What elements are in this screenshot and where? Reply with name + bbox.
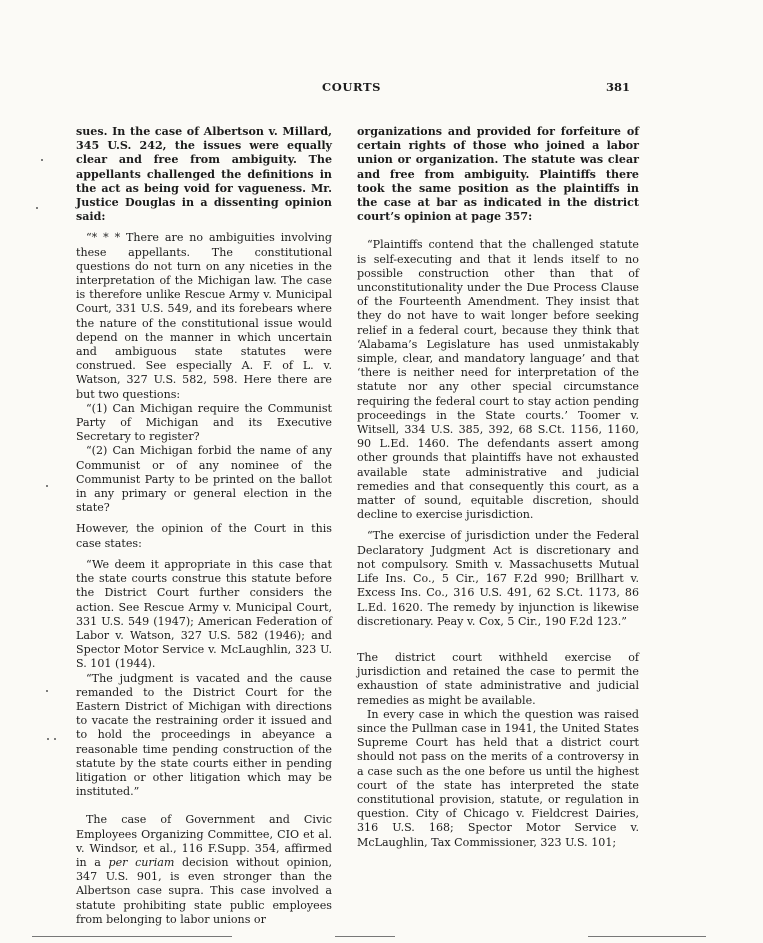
block-quote: “The exercise of jurisdiction under the Federal Declaratory Judgment Act is discretionary and not compulsory. Smith v. Massachusetts Mutual Life Ins. Co., 5 Cir., 167 F.2d 990; Brillhart v. Excess Ins. Co., 316 U.S. 491, 62 S.Ct. 1173, 86 L.Ed. 1620. The remedy by injunction is likewise discretionary. Peay v. Cox, 5 Cir., 190 F.2d 123.” [357,529,639,628]
page-header [0,80,763,100]
paragraph-text: decision without opinion, 347 U.S. 901, is even stronger than the Albertson case supra. This case involved a statute prohibiting state public employees from belonging to labor unions or [76,855,332,926]
footer-rule [588,936,706,937]
margin-mark [46,485,48,487]
margin-mark [41,159,43,161]
paragraph: organizations and provided for forfeiture of certain rights of those who joined a labor union or organization. The statute was clear and free from ambiguity. Plaintiffs there took the same position as the plaintiffs in the case at bar as indicated in the district court’s opinion at page 357: [357,125,639,224]
paragraph: The district court withheld exercise of jurisdiction and retained the case to permit the exhaustion of state administrative and judicial remedies as might be available. [357,650,639,707]
block-quote: “(1) Can Michigan require the Communist Party of Michigan and its Executive Secretary to register? [76,401,332,444]
paragraph: However, the opinion of the Court in this case states: [76,522,332,550]
margin-mark [46,690,48,692]
italic-term: per curiam [108,855,175,869]
right-column [357,125,639,850]
margin-mark [54,738,56,740]
footer-rule [32,936,232,937]
left-column [76,125,332,927]
running-title: COURTS [322,80,382,94]
paragraph: In every case in which the question was raised since the Pullman case in 1941, the United States Supreme Court has held that a district court should not pass on the merits of a controversy in a case such as the one before us until the highest court of the state has interpreted the state constitutional provision, statute, or regulation in question. City of Chicago v. Fieldcrest Dairies, 316 U.S. 168; Spector Motor Service v. McLaughlin, Tax Commissioner, 323 U.S. 101; [357,707,639,849]
footer-rule [335,936,395,937]
block-quote: “The judgment is vacated and the cause remanded to the District Court for the Eastern District of Michigan with directions to vacate the restraining order it issued and to hold the proceedings in abeyance a reasonable time pending construction of the statute by the state courts either in pending litigation or other litigation which may be instituted.” [76,671,332,799]
block-quote: “We deem it appropriate in this case that the state courts construe this statute before the District Court further considers the action. See Rescue Army v. Municipal Court, 331 U.S. 549 (1947); American Federation of Labor v. Watson, 327 U.S. 582 (1946); and Spector Motor Service v. McLaughlin, 323 U. S. 101 (1944). [76,557,332,671]
margin-mark [47,738,49,740]
paragraph: sues. In the case of Albertson v. Millard, 345 U.S. 242, the issues were equally clear and free from ambiguity. The appellants challenged the definitions in the act as being void for vagueness. Mr. Justice Douglas in a dissenting opinion said: [76,125,332,224]
margin-mark [36,207,38,209]
block-quote: “Plaintiffs contend that the challenged statute is self-executing and that it lends itself to no possible construction other than that of unconstitutionality under the Due Process Clause of the Fourteenth Amendment. They insist that they do not have to wait longer before seeking relief in a federal court, because they think that ‘Alabama’s Legislature has used unmistakably simple, clear, and mandatory language’ and that ‘there is neither need for interpretation of the statute nor any other special circumstance requiring the federal court to stay action pending proceedings in the State courts.’ Toomer v. Witsell, 334 U.S. 385, 392, 68 S.Ct. 1156, 1160, 90 L.Ed. 1460. The defendants assert among other grounds that plaintiffs have not exhausted available state administrative and judicial remedies and that consequently this court, as a matter of sound, equitable discretion, should decline to exercise jurisdiction. [357,238,639,522]
block-quote: “* * * There are no ambiguities involving these appellants. The constitutional questions do not turn on any niceties in the interpretation of the Michigan law. The case is therefore unlike Rescue Army v. Municipal Court, 331 U.S. 549, and its forebears where the nature of the constitutional issue would depend on the manner in which uncertain and ambiguous state statutes were construed. See especially A. F. of L. v. Watson, 327 U.S. 582, 598. Here there are but two questions: [76,231,332,401]
paragraph [76,813,332,927]
page-number: 381 [606,80,631,94]
paragraph-text: The case of Government and Civic Employees Organizing Committee, CIO et al. v. Windsor, et al., 116 F.Supp. 354, affirmed in a [76,813,332,869]
block-quote: “(2) Can Michigan forbid the name of any Communist or of any nominee of the Communist Party to be printed on the ballot in any primary or general election in the state? [76,444,332,515]
